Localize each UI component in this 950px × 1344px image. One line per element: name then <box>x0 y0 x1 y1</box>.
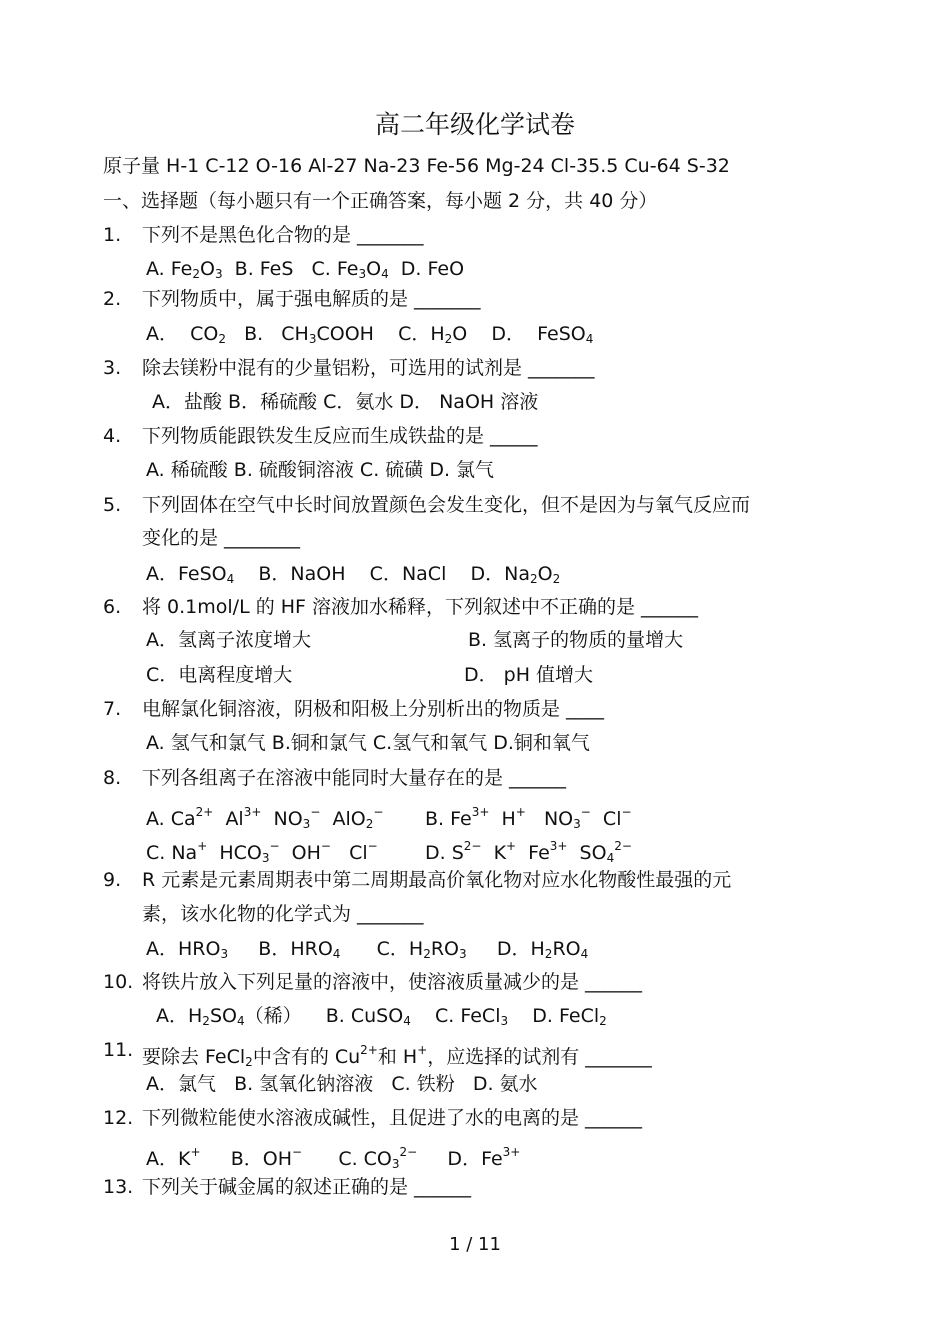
question-text: 除去镁粉中混有的少量铝粉，可选用的试剂是 _______ <box>142 357 595 379</box>
question-number: 1. <box>103 224 122 246</box>
question-number: 12. <box>103 1107 134 1129</box>
question-options: A．K+ B．OH− C. $CO_3^{2-}$ D．$Fe^{3+}$ <box>146 1145 521 1171</box>
question-options: A． $CO_2$ B. $CH_3COOH$ C．$H_2O$ D． FeSO$_4$ <box>146 323 594 346</box>
question-text-continued: 素，该水化物的化学式为 _______ <box>142 903 424 925</box>
question-options: A. 稀硫酸 B. 硫酸铜溶液 C. 硫磺 D. 氯气 <box>146 459 495 481</box>
question-text: 将铁片放入下列足量的溶液中，使溶液质量减少的是 ______ <box>142 971 643 993</box>
question-number: 4. <box>103 425 122 447</box>
question-text-continued: 变化的是 ________ <box>142 527 301 549</box>
question-options: A．$H_2SO_4$（稀） B. CuSO$_4$ C. FeCl$_3$ D. FeCl$_2$ <box>156 1005 607 1028</box>
question-options: A. 氢气和氯气 B.铜和氯气 C.氢气和氧气 D.铜和氧气 <box>146 732 590 754</box>
question-text: 下列各组离子在溶液中能同时大量存在的是 ______ <box>142 767 567 789</box>
question-options: A．FeSO$_4$ B．NaOH C．NaCl D．$Na_2O_2$ <box>146 563 561 586</box>
question-text: 下列固体在空气中长时间放置颜色会发生变化，但不是因为与氧气反应而 <box>142 494 751 516</box>
question-number: 3. <box>103 357 122 379</box>
question-number: 7. <box>103 698 122 720</box>
question-number: 10. <box>103 971 134 993</box>
question-number: 13. <box>103 1176 134 1198</box>
question-text: 下列关于碱金属的叙述正确的是 ______ <box>142 1176 472 1198</box>
option-d: D. $S^{2-}$ K+ $Fe^{3+}$ $SO_4^{2-}$ <box>425 839 632 865</box>
option-c: C．电离程度增大 <box>146 664 293 686</box>
option-b: B. $Fe^{3+}$ H+ $NO_3^-$ Cl− <box>425 805 632 831</box>
option-a: A. $Ca^{2+}$ $Al^{3+}$ $NO_3^-$ AlO$_2$− <box>146 805 384 831</box>
option-d: D． pH 值增大 <box>464 664 594 686</box>
question-number: 6. <box>103 596 122 618</box>
question-text: 电解氯化铜溶液，阴极和阳极上分别析出的物质是 ____ <box>142 698 605 720</box>
question-options: A．氯气 B. 氢氧化钠溶液 C. 铁粉 D. 氨水 <box>146 1073 538 1095</box>
option-c: C. Na+ $HCO_3^-$ OH− Cl− <box>146 839 378 865</box>
question-text: 将 0.1mol/L 的 HF 溶液加水稀释，下列叙述中不正确的是 ______ <box>142 596 699 618</box>
question-number: 8. <box>103 767 122 789</box>
option-b: B. 氢离子的物质的量增大 <box>468 629 684 651</box>
question-options: A．盐酸 B．稀硫酸 C．氨水 D． NaOH 溶液 <box>152 391 539 413</box>
atomic-mass-line: 原子量 H-1 C-12 O-16 Al-27 Na-23 Fe-56 Mg-24 Cl-35.5 Cu-64 S-32 <box>103 155 730 177</box>
question-number: 5. <box>103 494 122 516</box>
option-a: A．氢离子浓度增大 <box>146 629 311 651</box>
question-number: 2. <box>103 288 122 310</box>
question-text: 要除去 FeCl$_2$中含有的 $Cu^{2+}$和 H+，应选择的试剂有 _______ <box>142 1043 652 1069</box>
question-options: A. $Fe_2O_3$ B. FeS C. $Fe_3O_4$ D. FeO <box>146 258 465 281</box>
question-options: A．$HRO_3$ B．$HRO_4$ C．$H_2RO_3$ D．$H_2RO_4$ <box>146 938 589 961</box>
question-text: 下列物质能跟铁发生反应而生成铁盐的是 _____ <box>142 425 538 447</box>
question-text: R 元素是元素周期表中第二周期最高价氧化物对应水化物酸性最强的元 <box>142 869 732 891</box>
question-text: 下列不是黑色化合物的是 _______ <box>142 224 424 246</box>
page-title: 高二年级化学试卷 <box>374 110 575 139</box>
question-number: 11. <box>103 1039 134 1061</box>
page-number: 1 / 11 <box>449 1234 501 1255</box>
section-heading: 一、选择题（每小题只有一个正确答案，每小题 2 分，共 40 分） <box>103 190 658 212</box>
question-number: 9. <box>103 869 122 891</box>
question-text: 下列物质中，属于强电解质的是 _______ <box>142 288 481 310</box>
question-text: 下列微粒能使水溶液成碱性，且促进了水的电离的是 ______ <box>142 1107 643 1129</box>
